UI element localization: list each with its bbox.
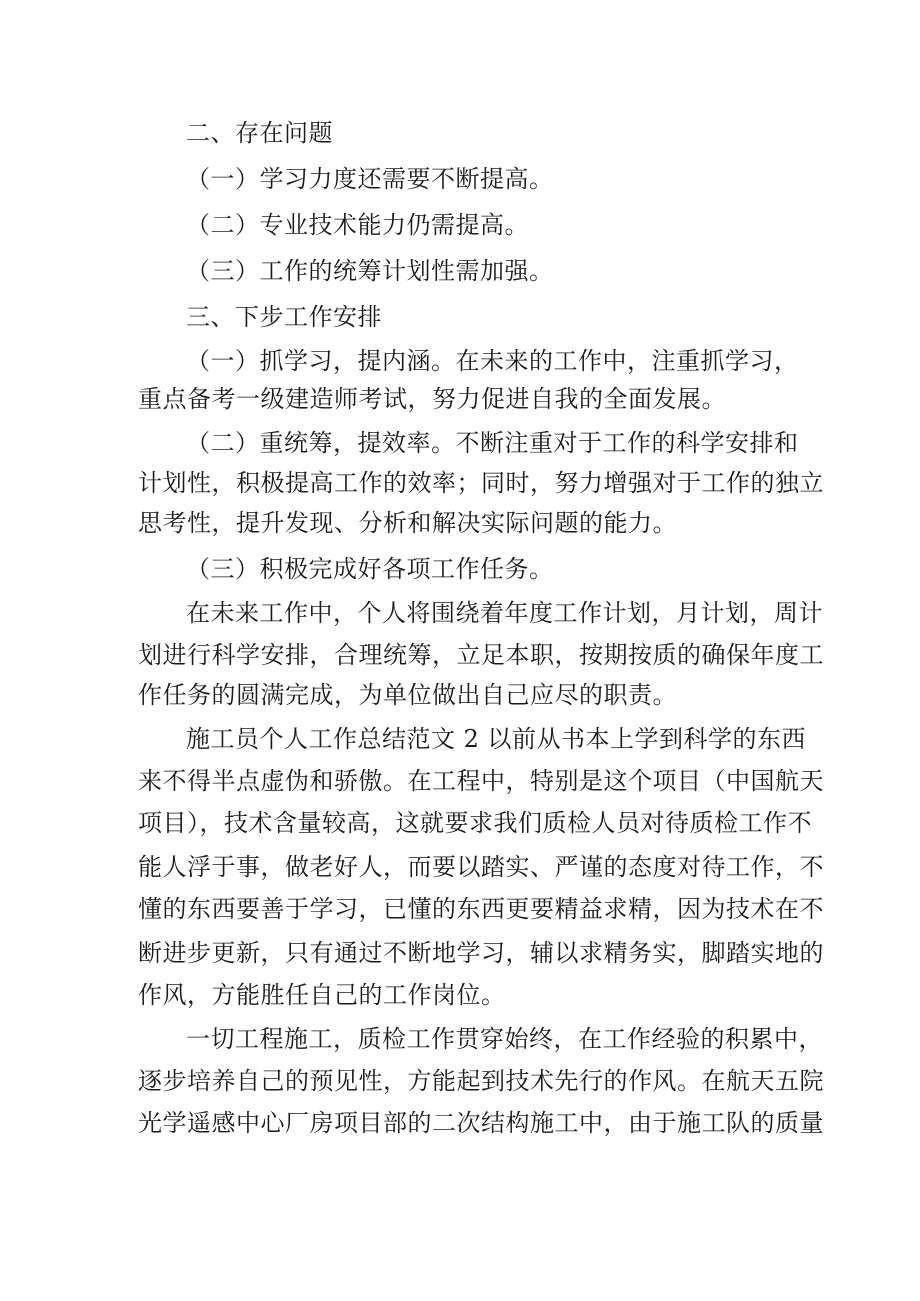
- paragraph-line: 作任务的圆满完成，为单位做出自己应尽的职责。: [138, 681, 677, 709]
- paragraph-line: （二）重统筹，提效率。不断注重对于工作的科学安排和: [186, 429, 799, 457]
- paragraph-line: （三）积极完成好各项工作任务。: [186, 555, 554, 583]
- paragraph-line: 懂的东西要善于学习，已懂的东西更要精益求精，因为技术在不: [138, 895, 824, 923]
- problem-item-1: （一）学习力度还需要不断提高。: [186, 165, 554, 193]
- paragraph-line: 划进行科学安排，合理统筹，立足本职，按期按质的确保年度工: [138, 641, 824, 669]
- paragraph-line: 光学遥感中心厂房项目部的二次结构施工中，由于施工队的质量: [138, 1109, 824, 1137]
- paragraph-line: 断进步更新，只有通过不断地学习，辅以求精务实，脚踏实地的: [138, 939, 824, 967]
- heading-next-steps: 三、下步工作安排: [186, 303, 382, 331]
- paragraph-line: 逐步培养自己的预见性，方能起到技术先行的作风。在航天五院: [138, 1067, 824, 1095]
- paragraph-line: 项目），技术含量较高，这就要求我们质检人员对待质检工作不: [138, 809, 812, 837]
- paragraph-line: 计划性，积极提高工作的效率；同时，努力增强对于工作的独立: [138, 469, 824, 497]
- problem-item-3: （三）工作的统筹计划性需加强。: [186, 257, 554, 285]
- heading-problems: 二、存在问题: [186, 119, 333, 147]
- paragraph-line: 作风，方能胜任自己的工作岗位。: [138, 981, 506, 1009]
- problem-item-2: （二）专业技术能力仍需提高。: [186, 211, 529, 239]
- paragraph-line: 思考性，提升发现、分析和解决实际问题的能力。: [138, 509, 677, 537]
- paragraph-line: 重点备考一级建造师考试，努力促进自我的全面发展。: [138, 385, 726, 413]
- paragraph-line: （一）抓学习，提内涵。在未来的工作中，注重抓学习，: [186, 347, 799, 375]
- paragraph-line: 来不得半点虚伪和骄傲。在工程中，特别是这个项目（中国航天: [138, 767, 824, 795]
- paragraph-line: 在未来工作中，个人将围绕着年度工作计划，月计划，周计: [186, 599, 823, 627]
- paragraph-line: 施工员个人工作总结范文 2 以前从书本上学到科学的东西: [186, 725, 807, 753]
- paragraph-line: 能人浮于事，做老好人，而要以踏实、严谨的态度对待工作，不: [138, 853, 824, 881]
- paragraph-line: 一切工程施工，质检工作贯穿始终，在工作经验的积累中，: [186, 1025, 823, 1053]
